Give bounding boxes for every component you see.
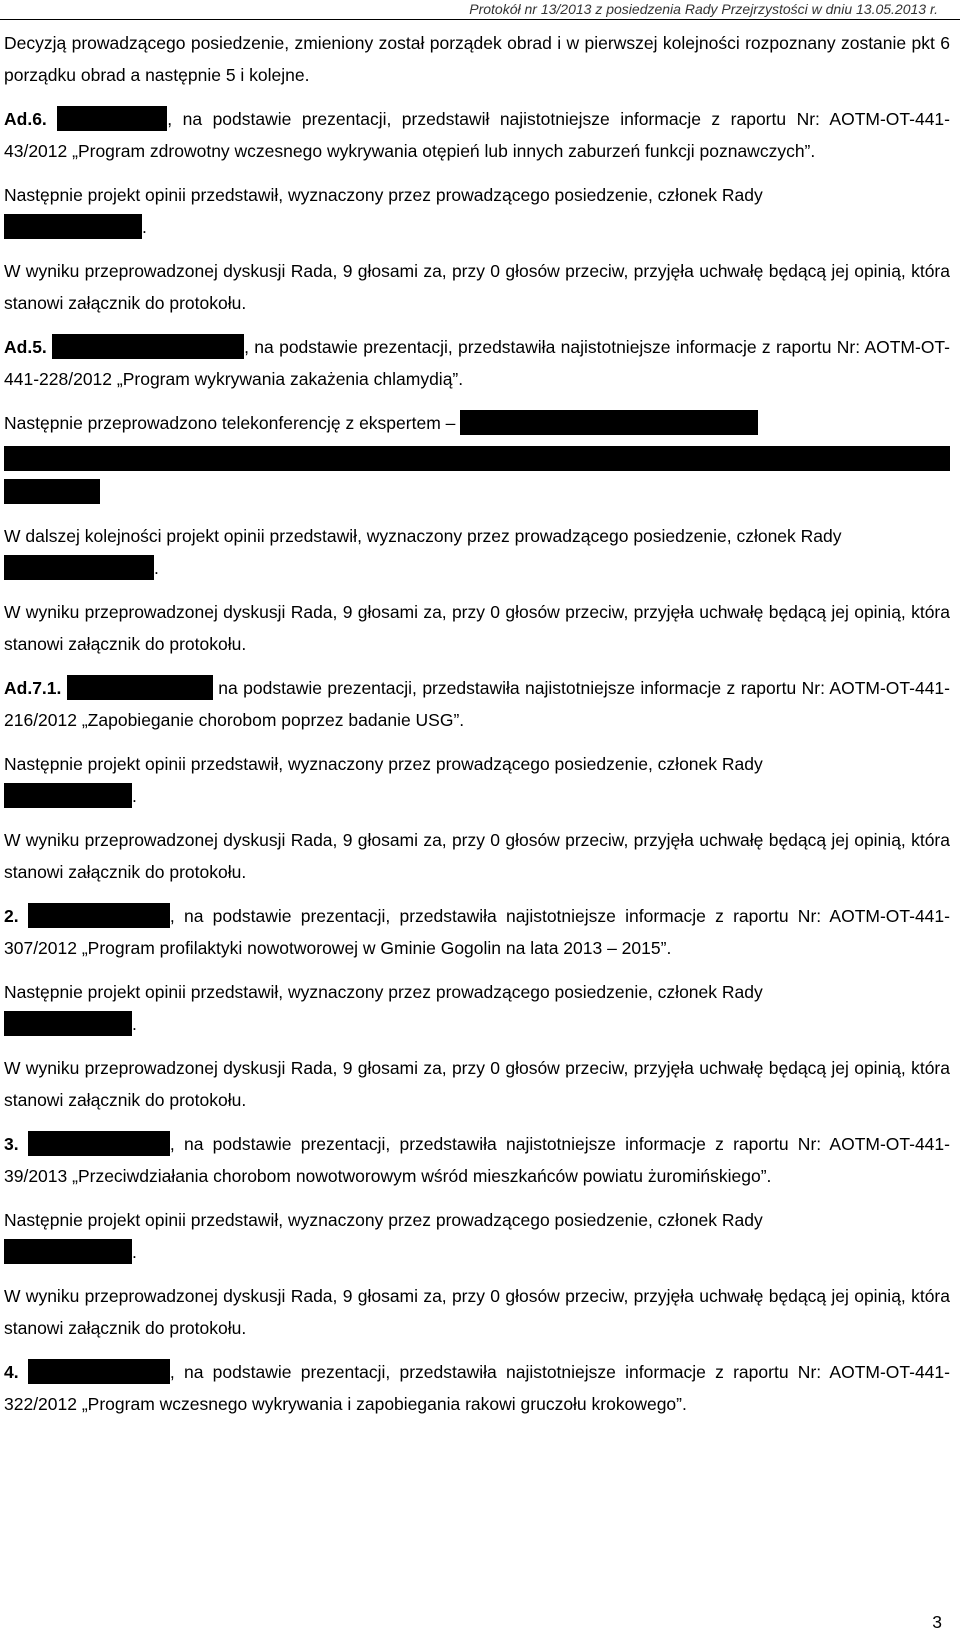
ad71-project-text: Następnie projekt opinii przedstawił, wyznaczony przez prowadzącego posiedzenie, członek Rady (4, 754, 763, 774)
item2-project-paragraph (4, 977, 950, 1040)
item4-text: , na podstawie prezentacji, przedstawiła najistotniejsze informacje z raportu Nr: AOTM-OT-441-322/2012 „Program wczesnego wykrywania i zapobiegania rakowi gruczołu krokowego”. (4, 1362, 950, 1414)
ad71-text: na podstawie prezentacji, przedstawiła najistotniejsze informacje z raportu Nr: AOTM-OT-441-216/2012 „Zapobieganie chorobom poprzez badanie USG”. (4, 678, 950, 730)
redacted-name (52, 334, 244, 359)
period: . (132, 1013, 137, 1034)
redacted-name (28, 1359, 170, 1384)
item4-paragraph (4, 1357, 950, 1420)
item2-label: 2. (4, 906, 19, 926)
ad5-project-paragraph (4, 521, 950, 584)
item4-label: 4. (4, 1362, 19, 1382)
document-body (4, 28, 950, 1433)
item3-project-paragraph (4, 1205, 950, 1268)
ad6-paragraph (4, 104, 950, 167)
item3-vote-paragraph: W wyniku przeprowadzonej dyskusji Rada, 9 głosami za, przy 0 głosów przeciw, przyjęła uchwałę będącą jej opinią, która stanowi załącznik do protokołu. (4, 1286, 950, 1338)
page-number: 3 (932, 1612, 942, 1632)
redacted-name (67, 675, 213, 700)
item3-project-text: Następnie projekt opinii przedstawił, wyznaczony przez prowadzącego posiedzenie, członek Rady (4, 1210, 763, 1230)
ad6-text: , na podstawie prezentacji, przedstawił najistotniejsze informacje z raportu Nr: AOTM-OT-441-43/2012 „Program zdrowotny wczesnego wykrywania otępień lub innych zaburzeń funkcji poznawczych”. (4, 109, 950, 161)
ad71-label: Ad.7.1. (4, 678, 62, 698)
header-divider (0, 19, 960, 20)
redacted-name (4, 214, 142, 239)
item2-paragraph (4, 901, 950, 964)
ad6-vote-paragraph: W wyniku przeprowadzonej dyskusji Rada, 9 głosami za, przy 0 głosów przeciw, przyjęła uchwałę będącą jej opinią, która stanowi załącznik do protokołu. (4, 261, 950, 313)
redacted-name (4, 555, 154, 580)
item3-text: , na podstawie prezentacji, przedstawiła najistotniejsze informacje z raportu Nr: AOTM-OT-441-39/2013 „Przeciwdziałania chorobom nowotworowym wśród mieszkańców powiatu żuromińskiego”. (4, 1134, 950, 1186)
item2-project-text: Następnie projekt opinii przedstawił, wyznaczony przez prowadzącego posiedzenie, członek Rady (4, 982, 763, 1002)
intro-paragraph: Decyzją prowadzącego posiedzenie, zmieniony został porządek obrad i w pierwszej kolejności rozpoznany zostanie pkt 6 porządku obrad a następnie 5 i kolejne. (4, 33, 950, 85)
item2-text: , na podstawie prezentacji, przedstawiła najistotniejsze informacje z raportu Nr: AOTM-OT-441-307/2012 „Program profilaktyki nowotworowej w Gminie Gogolin na lata 2013 – 2015”. (4, 906, 950, 958)
redacted-expert (460, 410, 758, 435)
redacted-name (4, 1011, 132, 1036)
ad71-vote-paragraph: W wyniku przeprowadzonej dyskusji Rada, 9 głosami za, przy 0 głosów przeciw, przyjęła uchwałę będącą jej opinią, która stanowi załącznik do protokołu. (4, 830, 950, 882)
period: . (132, 785, 137, 806)
redacted-expert (4, 479, 100, 504)
document-header: Protokół nr 13/2013 z posiedzenia Rady Przejrzystości w dniu 13.05.2013 r. (469, 1, 938, 17)
redacted-name (4, 1239, 132, 1264)
ad6-project-paragraph (4, 180, 950, 243)
redacted-expert (4, 446, 950, 471)
ad5-paragraph (4, 332, 950, 395)
redacted-name (4, 783, 132, 808)
ad6-label: Ad.6. (4, 109, 47, 129)
ad71-paragraph (4, 673, 950, 736)
ad5-label: Ad.5. (4, 337, 47, 357)
item2-vote-paragraph: W wyniku przeprowadzonej dyskusji Rada, 9 głosami za, przy 0 głosów przeciw, przyjęła uchwałę będącą jej opinią, która stanowi załącznik do protokołu. (4, 1058, 950, 1110)
ad5-tele-text: Następnie przeprowadzono telekonferencję z ekspertem – (4, 413, 456, 433)
redacted-name (28, 903, 170, 928)
ad5-text: , na podstawie prezentacji, przedstawiła najistotniejsze informacje z raportu Nr: AOTM-OT-441-228/2012 „Program wykrywania zakażenia chlamydią”. (4, 337, 950, 389)
item3-paragraph (4, 1129, 950, 1192)
period: . (132, 1241, 137, 1262)
period: . (142, 216, 147, 237)
item3-label: 3. (4, 1134, 19, 1154)
ad6-project-text: Następnie projekt opinii przedstawił, wyznaczony przez prowadzącego posiedzenie, członek Rady (4, 185, 763, 205)
ad71-project-paragraph (4, 749, 950, 812)
ad5-vote-paragraph: W wyniku przeprowadzonej dyskusji Rada, 9 głosami za, przy 0 głosów przeciw, przyjęła uchwałę będącą jej opinią, która stanowi załącznik do protokołu. (4, 602, 950, 654)
period: . (154, 557, 159, 578)
redacted-name (28, 1131, 170, 1156)
ad5-tele-paragraph (4, 408, 950, 508)
redacted-name (57, 106, 167, 131)
ad5-project-text: W dalszej kolejności projekt opinii przedstawił, wyznaczony przez prowadzącego posiedzenie, członek Rady (4, 526, 842, 546)
